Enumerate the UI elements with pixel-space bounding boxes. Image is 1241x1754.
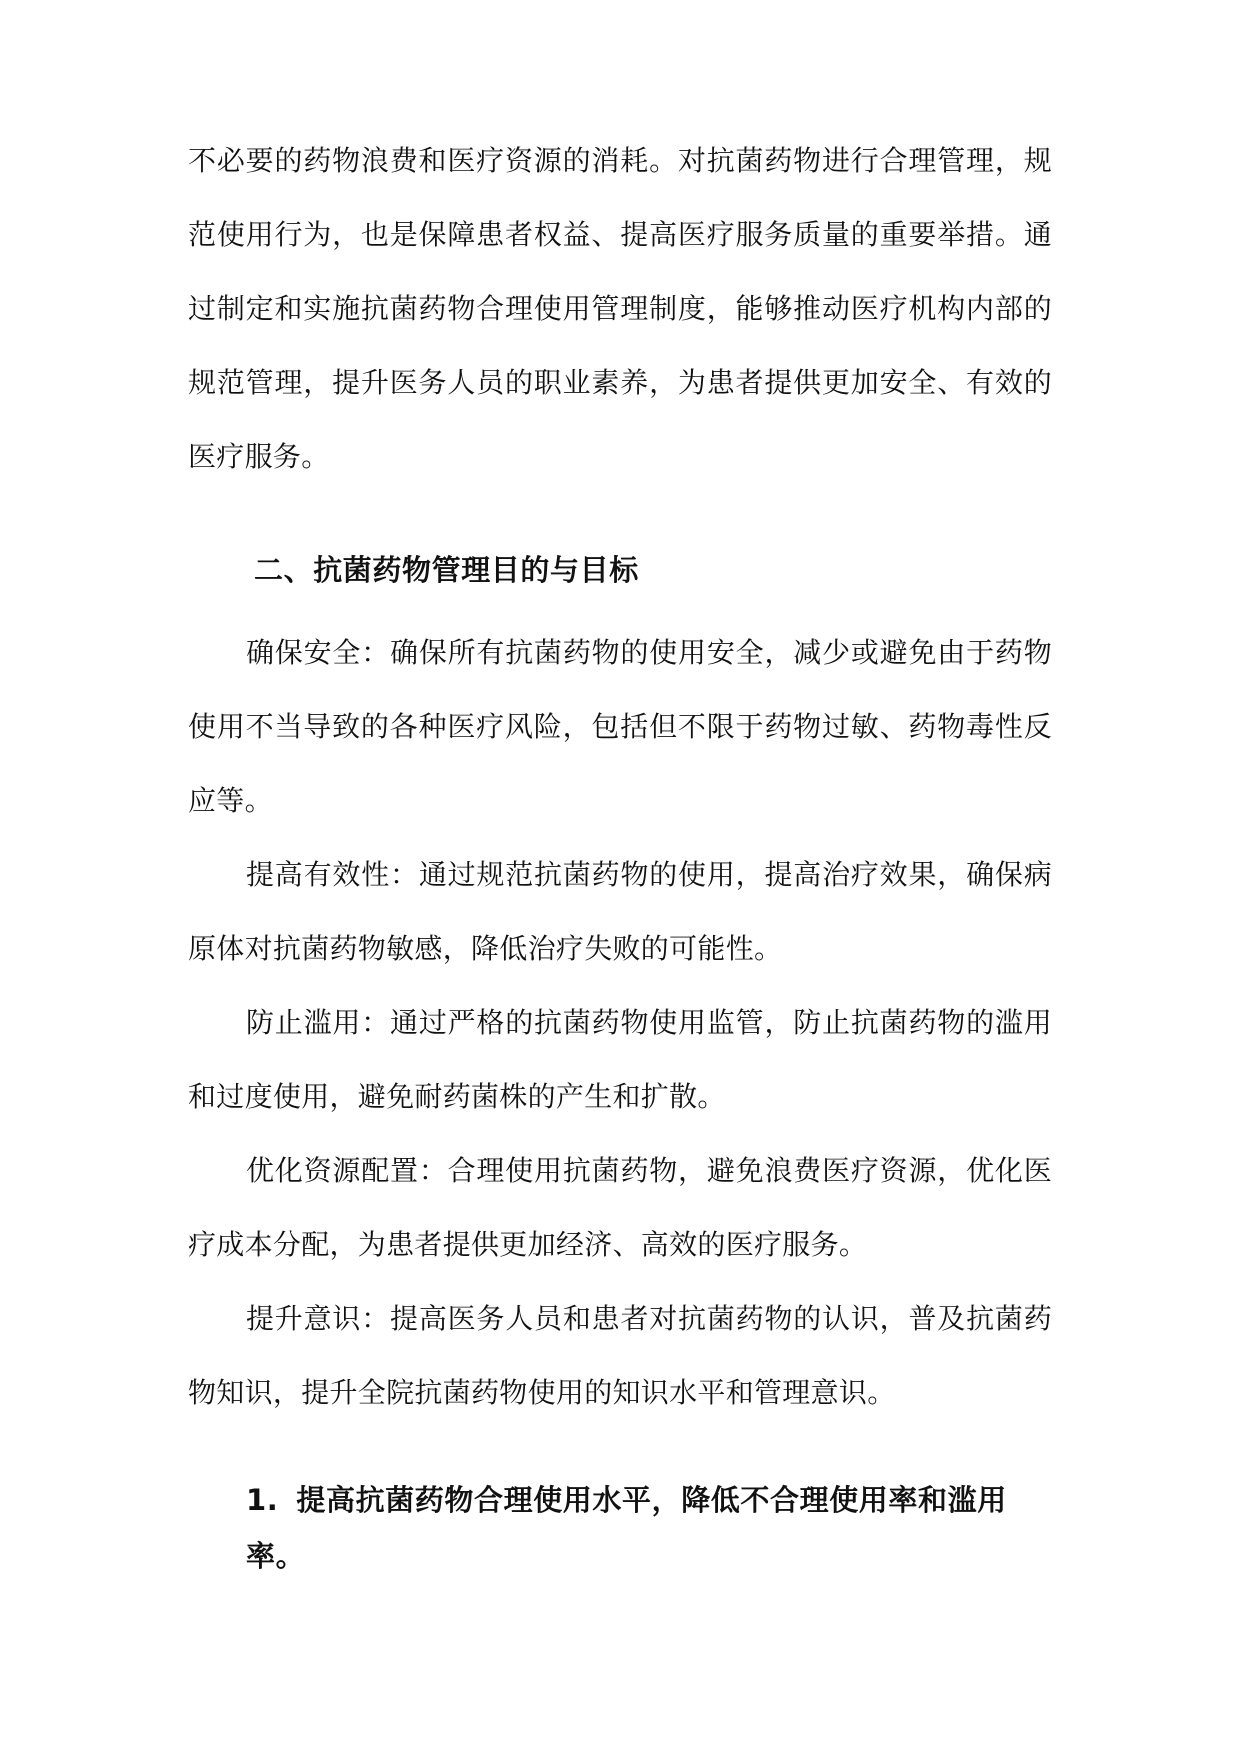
numbered-subheading bbox=[188, 1472, 1052, 1584]
paragraph-ensure-safety: 确保安全：确保所有抗菌药物的使用安全，减少或避免由于药物使用不当导致的各种医疗风险，包括但不限于药物过敏、药物毒性反应等。 bbox=[188, 636, 1052, 817]
paragraph-optimize-resources: 优化资源配置：合理使用抗菌药物，避免浪费医疗资源，优化医疗成本分配，为患者提供更加经济、高效的医疗服务。 bbox=[188, 1154, 1052, 1261]
subheading-number: 1. bbox=[246, 1483, 279, 1517]
subheading-text: 提高抗菌药物合理使用水平，降低不合理使用率和滥用率。 bbox=[246, 1483, 1007, 1573]
section-heading: 二、抗菌药物管理目的与目标 bbox=[254, 553, 639, 587]
paragraph-improve-effectiveness: 提高有效性：通过规范抗菌药物的使用，提高治疗效果，确保病原体对抗菌药物敏感，降低治疗失败的可能性。 bbox=[188, 858, 1052, 965]
paragraph-prevent-abuse: 防止滥用：通过严格的抗菌药物使用监管，防止抗菌药物的滥用和过度使用，避免耐药菌株的产生和扩散。 bbox=[188, 1006, 1052, 1113]
document-body bbox=[188, 142, 1052, 1584]
paragraph-raise-awareness: 提升意识：提高医务人员和患者对抗菌药物的认识，普及抗菌药物知识，提升全院抗菌药物使用的知识水平和管理意识。 bbox=[188, 1302, 1052, 1409]
continued-paragraph: 不必要的药物浪费和医疗资源的消耗。对抗菌药物进行合理管理，规范使用行为，也是保障患者权益、提高医疗服务质量的重要举措。通过制定和实施抗菌药物合理使用管理制度，能够推动医疗机构内部的规范管理，提升医务人员的职业素养，为患者提供更加安全、有效的医疗服务。 bbox=[188, 144, 1052, 473]
